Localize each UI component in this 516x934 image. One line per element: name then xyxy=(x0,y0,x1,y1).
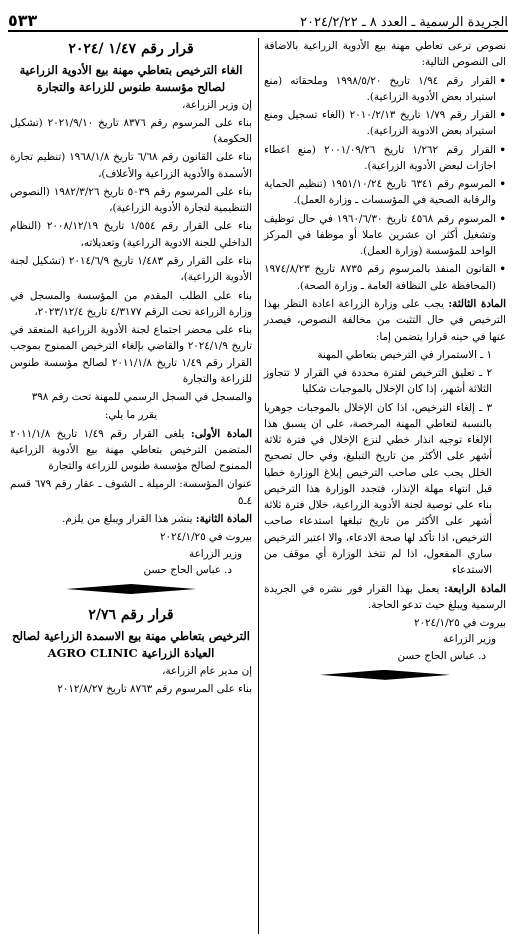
paragraph: بناء على المرسوم رقم ٨٧٦٣ تاريخ ٢٠١٢/٨/٢٧ xyxy=(57,682,252,695)
bullet-item: • القانون المنفذ بالمرسوم رقم ٨٧٣٥ تاريخ ١٩٧٤/٨/٢٣ (المحافظة على النظافة العامة ـ وزارة الصحة). xyxy=(264,261,506,294)
article-paragraph xyxy=(264,581,506,614)
decision-number: قرار رقم ٢/٧٦ xyxy=(88,607,174,624)
article-label: المادة الرابعة: xyxy=(444,582,506,595)
decision-body xyxy=(10,97,252,528)
signature-name: د. عباس الحاج حسن xyxy=(143,563,232,576)
signature-name: د. عباس الحاج حسن xyxy=(397,649,486,662)
header-title: الجريدة الرسمية ـ العدد ٨ ـ ٢٠٢٤/٢/٢٢ xyxy=(300,15,508,30)
paragraph: يقرر ما يلي: xyxy=(104,409,158,422)
column-divider xyxy=(258,38,259,934)
article-paragraph xyxy=(10,426,252,475)
article-label: المادة الأولى: xyxy=(190,427,252,440)
paragraph: بناء على المرسوم رقم ٥٠٣٩ تاريخ ١٩٨٢/٣/٢٦ (النصوص التنظيمية لتجارة الأدوية الزراعية)، xyxy=(10,185,252,215)
paragraph: ٣ ـ إلغاء الترخيص، اذا كان الإخلال بالموجبات جوهريا بالنسبة لتعاطي المهنة المرخصة، على ان يسبق هذا الإلغاء توجيه انذار خطي لنزع الإخلال في فترة ثلاثة أشهر على الأكثر من تاريخ التبليغ، وفي حال تصحيح الخلل يجب على صاحب الترخيص إبلاغ الوزارة خطيا قبل انتهاء مهلة الإنذار، فتجدد الوزارة هذا الترخيص بناء على توصية لجنة الأدوية الزراعية، خلال فترة ثلاثة أشهر على الأكثر من تاريخ تبلغها استدعاء صاحب الترخيص، اذا تأكد لها صحة الادعاء، والا اعتبر الترخيص ساري المفعول، اذا لم تتخذ الوزارة أي موقف من الاستدعاء xyxy=(264,401,492,577)
paragraph: بناء على القانون رقم ٦/٦٨ تاريخ ١٩٦٨/١/٨ (تنظيم تجارة الأسمدة والأدوية الزراعية والأعلاف)، xyxy=(10,151,252,180)
article-label: المادة الثالثة: xyxy=(448,297,506,310)
paragraph: إن مدير عام الزراعة، xyxy=(162,664,252,677)
page-header xyxy=(8,6,508,32)
bullet-item: • القرار رقم ١/٢٦٢ تاريخ ٢٠٠١/٠٩/٢٦ (منع اعطاء اجازات لبعض الأدوية الزراعية). xyxy=(264,142,506,175)
signature-date: بيروت في ٢٠٢٤/١/٢٥ xyxy=(159,531,252,544)
article-paragraph xyxy=(264,296,506,345)
paragraph: بناء على المرسوم رقم ٨٣٧٦ تاريخ ٢٠٢١/٩/١٠ (تشكيل الحكومة) xyxy=(10,116,252,146)
paragraph: بناء على القرار رقم ١/٥٥٤ تاريخ ٢٠٠٨/١٢/١٩ (النظام الداخلي للجنة الادوية الزراعية) وتعديلاته، xyxy=(10,220,252,249)
paragraph: والمسجل في السجل الرسمي للمهنة تحت رقم ٣٩٨ xyxy=(31,391,252,404)
decision-number: قرار رقم ١/٤٧ /٢٠٢٤ xyxy=(68,41,194,57)
bullet-item: • المرسوم رقم ٦٣٤١ تاريخ ١٩٥١/١٠/٢٤ (تنظيم الحماية والرقابة الصحية في المؤسسات ـ وزارة العمل). xyxy=(264,176,506,209)
paragraph: عنوان المؤسسة: الرميلة ـ الشوف ـ عقار رقم ٦٧٩ قسم ٤ـ٥ xyxy=(10,478,253,507)
right-column-body xyxy=(264,38,506,613)
signature-title: وزير الزراعة xyxy=(189,547,242,560)
bullet-item: • المرسوم رقم ٤٥٦٨ تاريخ ١٩٦٠/٦/٣٠ في حال توظيف وتشغيل أكثر ان عشرين عاملا أو موظفا في المركز الواحد للمؤسسة (وزارة العمل). xyxy=(264,211,506,260)
bullet-item: • القرار رقم ١/٧٩ تاريخ ٢٠١٠/٢/١٣ (الغاء تسجيل ومنع استيراد بعض الادوية الزراعية). xyxy=(264,107,506,140)
section-ornament xyxy=(264,670,506,680)
bullet-item: • القرار رقم ١/٩٤ تاريخ ١٩٩٨/٥/٢٠ وملحقاته (منع استيراد بعض الأدوية الزراعية). xyxy=(264,73,506,106)
article-label: المادة الثانية: xyxy=(195,512,252,525)
paragraph: ٢ ـ تعليق الترخيص لفترة محددة في القرار لا تتجاوز الثلاثة أشهر، إذا كان الإخلال بالموجبات شكليا xyxy=(264,367,492,396)
section-ornament xyxy=(10,584,252,594)
signature-block xyxy=(10,529,252,578)
paragraph: بناء على محضر اجتماع لجنة الأدوية الزراعية المنعقد في تاريخ ٢٠٢٤/١/٩ والقاضي بإلغاء الترخيص الممنوح بموجب القرار رقم ١/٤٩ تاريخ ٢٠١١/١/٨ لصالح مؤسسة طنوس للزراعة والتجارة xyxy=(10,324,252,385)
article-text: يجب على وزارة الزراعة اعادة النظر بهذا الترخيص في حال التثبت من مخالفة النصوص، فيصدر عنها في حينه قرارا يتضمن إما: xyxy=(264,297,506,343)
signature-date: بيروت في ٢٠٢٤/١/٢٥ xyxy=(413,617,506,630)
paragraph: إن وزير الزراعة، xyxy=(182,98,252,111)
decision-body xyxy=(10,663,252,698)
page-number: ٥٣٣ xyxy=(8,11,38,30)
decision-title: الغاء الترخيص بتعاطي مهنة بيع الأدوية الزراعية لصالح مؤسسة طنوس للزراعة والتجارة xyxy=(19,63,243,95)
paragraph: بناء على القرار رقم ١/٤٨٣ تاريخ ٢٠١٤/٦/٩ (تشكيل لجنة الأدوية الزراعية)، xyxy=(10,255,252,284)
paragraph: نصوص ترعى تعاطي مهنة بيع الأدوية الزراعية بالاضافة الى النصوص التالية: xyxy=(264,40,506,69)
article-text: يعمل بهذا القرار فور نشره في الجريدة الرسمية ويبلغ حيث تدعو الحاجة. xyxy=(264,582,506,611)
article-text: يلغى القرار رقم ١/٤٩ تاريخ ٢٠١١/١/٨ المتضمن الترخيص بتعاطي مهنة بيع الأدوية الزراعية الممنوح لصالح مؤسسة طنوس للزراعة والتجارة xyxy=(10,427,252,473)
article-text: ينشر هذا القرار ويبلغ من يلزم. xyxy=(62,512,196,525)
article-paragraph xyxy=(10,511,252,527)
left-column xyxy=(10,38,252,699)
paragraph: ١ ـ الاستمرار في الترخيص بتعاطي المهنة xyxy=(317,348,492,361)
decision-title: الترخيص بتعاطي مهنة بيع الاسمدة الزراعية لصالح العيادة الزراعية AGRO CLINIC xyxy=(12,629,250,661)
signature-title: وزير الزراعة xyxy=(443,633,496,646)
right-column xyxy=(264,38,506,690)
signature-block xyxy=(264,615,506,664)
paragraph: بناء على الطلب المقدم من المؤسسة والمسجل في وزارة الزراعة تحت الرقم ٤/٣١٧٧ تاريخ ٢٠٢٣/١٢/٤، xyxy=(10,289,252,318)
